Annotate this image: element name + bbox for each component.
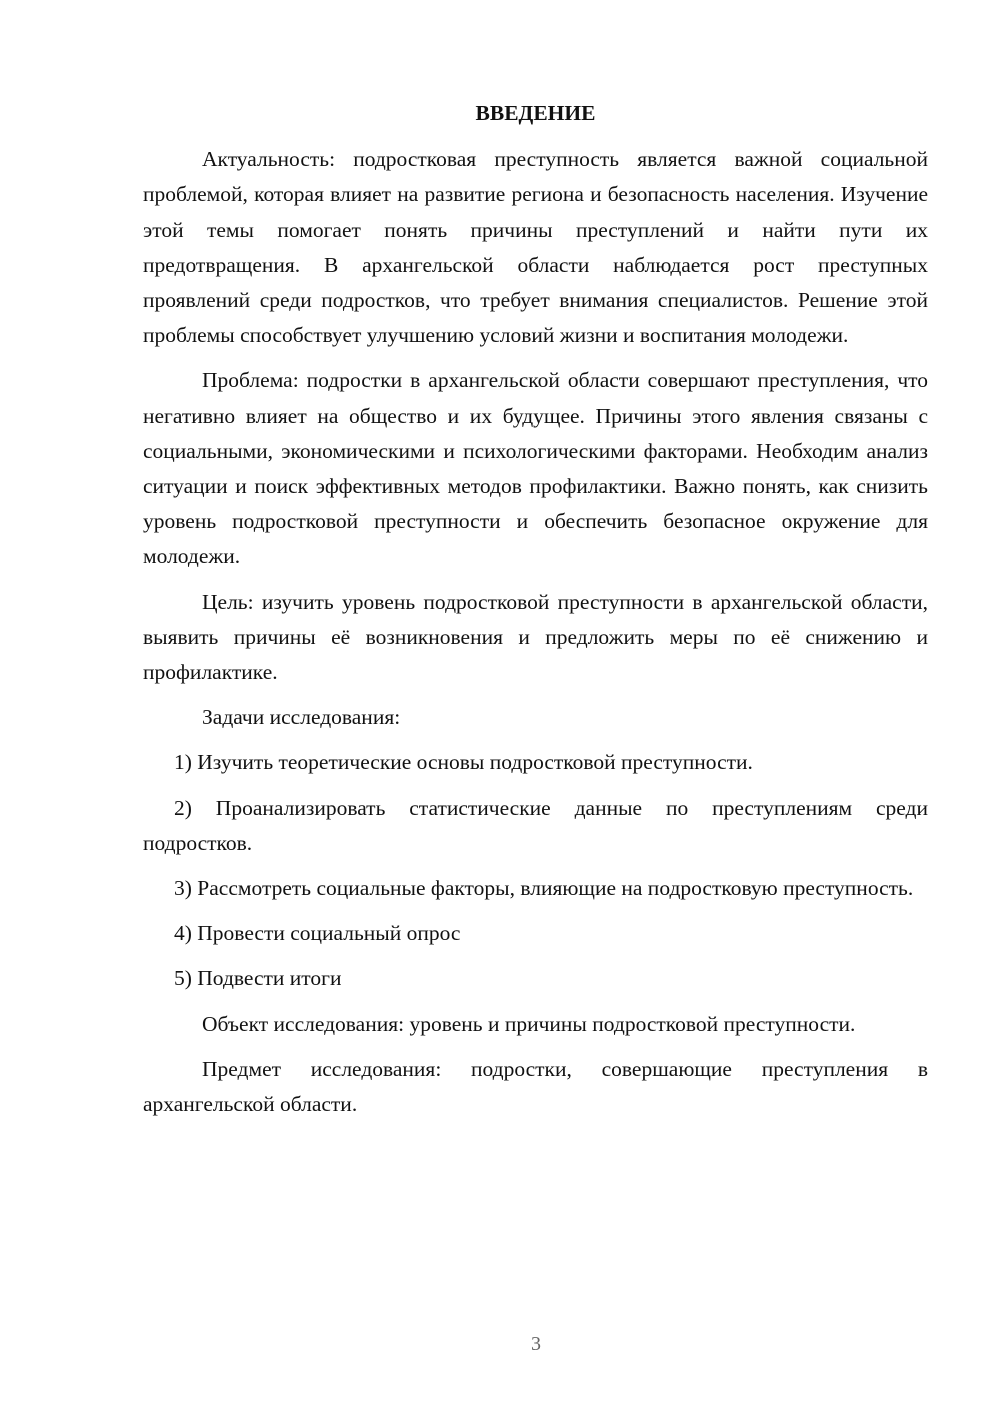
section-title: ВВЕДЕНИЕ <box>475 101 596 125</box>
relevance-paragraph: Актуальность: подростковая преступность является важной социальной проблемой, которая влияет на развитие региона и безопасность населения. Изучение этой темы помогает понять причины преступлений и найти пути их предотвращения. В архангельской области наблюдается рост преступных проявлений среди подростков, что требует внимания специалистов. Решение этой проблемы способствует улучшению условий жизни и воспитания молодежи. <box>143 147 928 348</box>
task-item-3: 3) Рассмотреть социальные факторы, влияющие на подростковую преступность. <box>174 876 914 901</box>
task-item-1: 1) Изучить теоретические основы подростковой преступности. <box>174 750 753 775</box>
tasks-heading: Задачи исследования: <box>202 705 401 730</box>
page-content <box>143 96 928 1132</box>
subject-paragraph: Предмет исследования: подростки, совершающие преступления в архангельской области. <box>143 1056 928 1117</box>
task-item-5: 5) Подвести итоги <box>174 966 342 991</box>
page-number: 3 <box>531 1333 541 1355</box>
problem-paragraph: Проблема: подростки в архангельской области совершают преступления, что негативно влияет на общество и их будущее. Причины этого явления связаны с социальными, экономическими и психологическими факторами. Необходим анализ ситуации и поиск эффективных методов профилактики. Важно понять, как снизить уровень подростковой преступности и обеспечить безопасное окружение для молодежи. <box>143 368 928 569</box>
object-paragraph: Объект исследования: уровень и причины подростковой преступности. <box>202 1011 856 1036</box>
task-item-4: 4) Провести социальный опрос <box>174 921 461 946</box>
goal-paragraph: Цель: изучить уровень подростковой преступности в архангельской области, выявить причины её возникновения и предложить меры по её снижению и профилактике. <box>143 589 928 685</box>
task-item-2: 2) Проанализировать статистические данные по преступлениям среди подростков. <box>143 795 928 855</box>
